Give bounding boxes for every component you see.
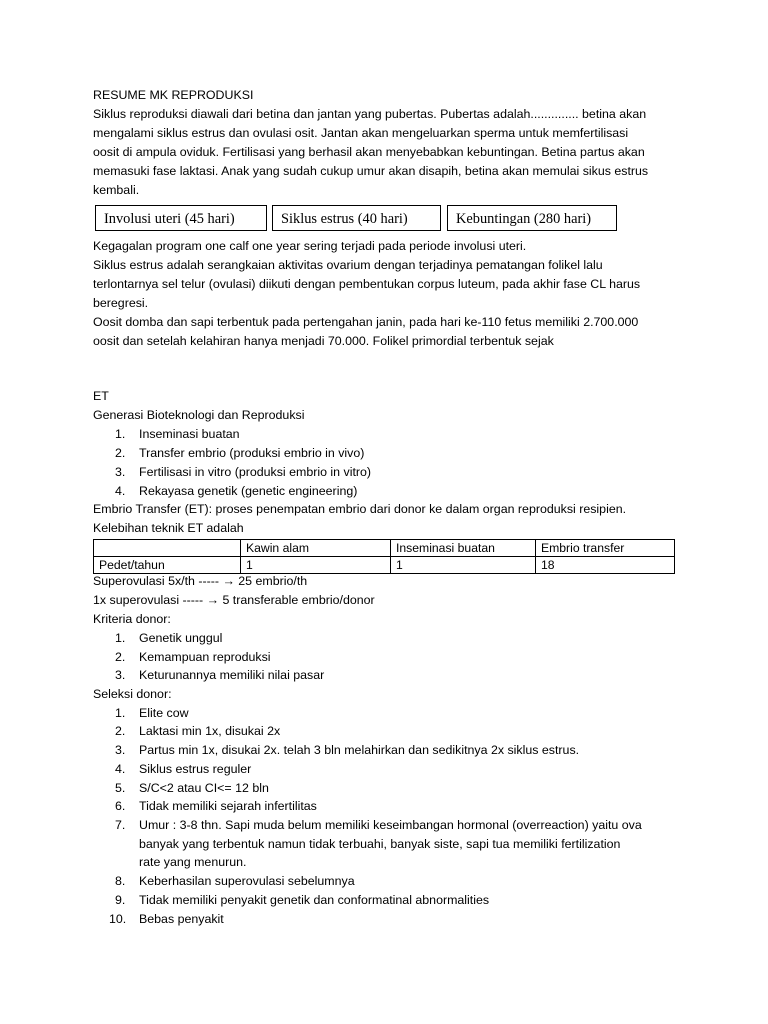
resume-paragraph-line: Siklus reproduksi diawali dari betina dan jantan yang pubertas. Pubertas adalah.............. betina akan [93,107,647,121]
resume-text-line: beregresi. [93,296,149,310]
seleksi-list-item: 4. Siklus estrus reguler [115,760,251,779]
list-number: 1. [115,427,126,441]
resume-paragraph-line: mengalami siklus estrus dan ovulasi osit. Jantan akan mengeluarkan sperma untuk memfertilisasi [93,126,629,140]
superovulasi-line: Superovulasi 5x/th ----- → 25 embrio/th [93,574,308,588]
list-number: 2. [115,650,126,664]
table-row-label: Pedet/tahun [94,557,241,574]
seleksi-list-item: 9. Tidak memiliki penyakit genetik dan conformatinal abnormalities [115,891,489,910]
table-header-cell [94,540,241,557]
list-number: 2. [115,724,126,738]
phase-box-siklus-estrus: Siklus estrus (40 hari) [272,205,441,231]
table-row [94,557,675,574]
et-definition: Embrio Transfer (ET): proses penempatan embrio dari donor ke dalam organ reproduksi resipien. [93,502,627,516]
resume-text-line: Siklus estrus adalah serangkaian aktivitas ovarium dengan terjadinya pematangan folikel lalu [93,258,603,272]
seleksi-list-item: 7. Umur : 3-8 thn. Sapi muda belum memiliki keseimbangan hormonal (overreaction) yaitu ova [115,816,642,835]
seleksi-list-item: 2. Laktasi min 1x, disukai 2x [115,722,280,741]
resume-paragraph-line: oosit di ampula oviduk. Fertilisasi yang berhasil akan menyebabkan kebuntingan. Betina partus akan [93,145,645,159]
table-header-cell: Inseminasi buatan [391,540,536,557]
list-number: 2. [115,446,126,460]
seleksi-list-item: 10. Bebas penyakit [115,910,224,929]
list-number: 1. [115,706,126,720]
generasi-list-item: 2. Transfer embrio (produksi embrio in vivo) [115,444,364,463]
table-header-cell: Embrio transfer [536,540,675,557]
list-number: 4. [115,484,126,498]
table-cell: 18 [536,557,675,574]
resume-text-line: terlontarnya sel telur (ovulasi) diikuti dengan pembentukan corpus luteum, pada akhir fase CL harus [93,277,641,291]
generasi-list-item: 1. Inseminasi buatan [115,425,240,444]
generasi-list-item: 4. Rekayasa genetik (genetic engineering) [115,482,357,501]
generasi-title: Generasi Bioteknologi dan Reproduksi [93,408,305,422]
list-number: 8. [115,874,126,888]
phase-box-involusi: Involusi uteri (45 hari) [95,205,267,231]
superovulasi-line: 1x superovulasi ----- → 5 transferable embrio/donor [93,593,375,607]
resume-text-line: Kegagalan program one calf one year sering terjadi pada periode involusi uteri. [93,239,527,253]
resume-paragraph-line: kembali. [93,183,140,197]
list-number: 7. [115,818,126,832]
seleksi-list-item: 8. Keberhasilan superovulasi sebelumnya [115,872,355,891]
seleksi-item-continuation: banyak yang terbentuk namun tidak terbuahi, banyak siste, sapi tua memiliki fertilization [139,837,621,851]
kriteria-title: Kriteria donor: [93,612,171,626]
seleksi-title: Seleksi donor: [93,687,172,701]
list-number: 1. [115,631,126,645]
kriteria-list-item: 1. Genetik unggul [115,629,222,648]
list-number: 10. [109,912,127,926]
list-number: 4. [115,762,126,776]
table-cell: 1 [391,557,536,574]
et-heading: ET [93,389,109,403]
list-number: 5. [115,781,126,795]
list-number: 3. [115,465,126,479]
list-number: 3. [115,743,126,757]
table-header-cell: Kawin alam [241,540,391,557]
kriteria-list-item: 2. Kemampuan reproduksi [115,648,271,667]
seleksi-list-item: 3. Partus min 1x, disukai 2x. telah 3 bln melahirkan dan sedikitnya 2x siklus estrus. [115,741,579,760]
seleksi-list-item: 1. Elite cow [115,704,189,723]
resume-title: RESUME MK REPRODUKSI [93,88,254,102]
table-header-row [94,540,675,557]
generasi-list-item: 3. Fertilisasi in vitro (produksi embrio in vitro) [115,463,371,482]
list-number: 6. [115,799,126,813]
seleksi-list-item: 5. S/C<2 atau CI<= 12 bln [115,779,269,798]
table-cell: 1 [241,557,391,574]
list-number: 9. [115,893,126,907]
resume-paragraph-line: memasuki fase laktasi. Anak yang sudah cukup umur akan disapih, betina akan memulai sikus estrus [93,164,649,178]
seleksi-item-continuation: rate yang menurun. [139,855,247,869]
kelebihan-title: Kelebihan teknik ET adalah [93,521,244,535]
resume-text-line: oosit dan setelah kelahiran hanya menjadi 70.000. Folikel primordial terbentuk sejak [93,334,554,348]
seleksi-list-item: 6. Tidak memiliki sejarah infertilitas [115,797,317,816]
resume-text-line: Oosit domba dan sapi terbentuk pada pertengahan janin, pada hari ke-110 fetus memiliki 2.700.000 [93,315,639,329]
list-number: 3. [115,668,126,682]
phase-box-kebuntingan: Kebuntingan (280 hari) [447,205,617,231]
kriteria-list-item: 3. Keturunannya memiliki nilai pasar [115,666,324,685]
comparison-table [93,539,675,574]
